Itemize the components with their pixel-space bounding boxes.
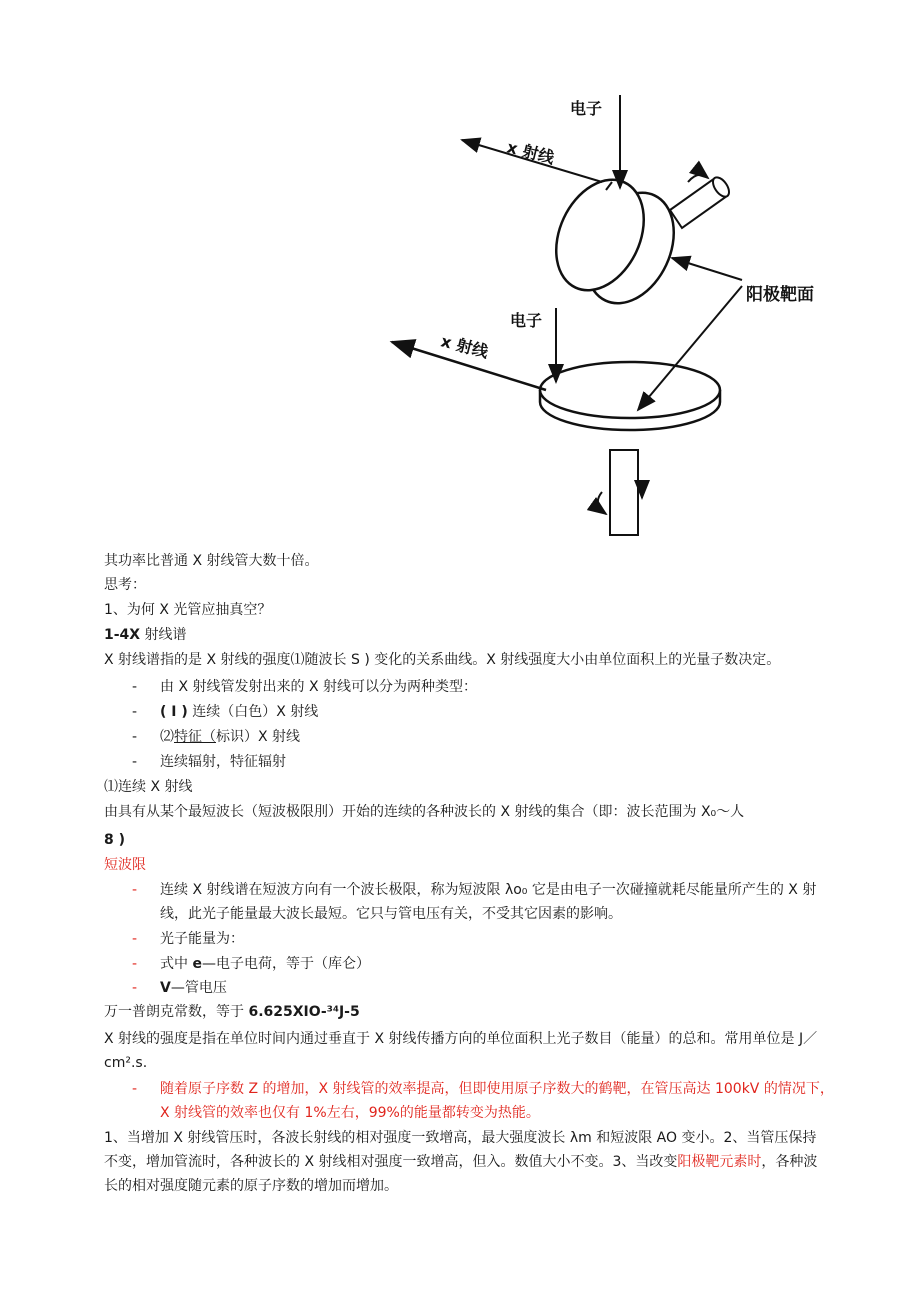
bullet-dash: - <box>132 679 138 695</box>
bullet-dash: - <box>132 980 138 996</box>
subheading-continuous: ⑴连续 X 射线 <box>104 779 193 795</box>
question-vacuum: 1、为何 X 光管应抽真空？ <box>104 602 272 618</box>
upper-anode-disk <box>539 166 732 318</box>
bullet-two-types: 由 X 射线管发射出来的 X 射线可以分为两种类型： <box>160 679 477 695</box>
paragraph-conclusions: 1、当增加 X 射线管压时，各波长射线的相对强度一致增高，最大强度波长 λm 和短波限 AO 变小。2、当管压保持不变，增加管流时，各种波长的 X 射线相对强度一致增高，但入。数值大小不变。3、当改变阳极靶元素时，各种波长的相对强度随元素的原子序数的增加而增加。 <box>104 1130 818 1194</box>
lower-xray-label: x 射线 <box>439 331 491 362</box>
subheading-short-wave-limit: 短波限 <box>104 857 146 873</box>
target-pointer-upper <box>672 258 742 280</box>
bullet-continuous: ( I ) 连续（白色）X 射线 <box>160 704 319 720</box>
upper-electron-label: 电子 <box>570 99 603 118</box>
lower-electron-label: 电子 <box>510 311 543 330</box>
bullet-electron-charge: 式中 e—电子电荷，等于（库仑） <box>160 956 370 972</box>
upper-xray-label: x 射线 <box>505 137 557 168</box>
bullet-short-wave-limit: 连续 X 射线谱在短波方向有一个波长极限，称为短波限 λo₀ 它是由电子一次碰撞就耗尽能量所产生的 X 射线，此光子能量最大波长最短。它只与管电压有关，不受其它因素的影响。 <box>160 882 817 922</box>
bullet-photon-energy: 光子能量为： <box>160 931 244 947</box>
rotating-anode-diagram <box>370 90 850 540</box>
paragraph-spectrum-definition: X 射线谱指的是 X 射线的强度⑴随波长 S ) 变化的关系曲线。X 射线强度大小由单位面积上的光量子数决定。 <box>104 652 781 668</box>
bullet-dash: - <box>132 704 138 720</box>
lower-anode-disk <box>540 362 720 535</box>
paragraph-power: 其功率比普通 X 射线管大数十倍。 <box>104 553 319 569</box>
bullet-dash: - <box>132 729 138 745</box>
bullet-dash: - <box>132 882 138 898</box>
paragraph-continuous-definition: 由具有从某个最短波长（短波极限刖）开始的连续的各种波长的 X 射线的集合（即：波长范围为 X₀〜人 <box>104 804 745 820</box>
bullet-dash: - <box>132 931 138 947</box>
bullet-tube-voltage: V—管电压 <box>160 980 227 996</box>
paragraph-intensity: X 射线的强度是指在单位时间内通过垂直于 X 射线传播方向的单位面积上光子数目（能量）的总和。常用单位是 J／cm².s. <box>104 1031 818 1071</box>
bullet-dash: - <box>132 754 138 770</box>
bullet-characteristic: ⑵特征（标识）X 射线 <box>160 729 301 745</box>
target-label: 阳极靶面 <box>746 285 814 305</box>
paragraph-planck: 万一普朗克常数，等于 6.625XIO-³⁴J-5 <box>104 1004 360 1020</box>
bullet-radiation-types: 连续辐射，特征辐射 <box>160 754 286 770</box>
paragraph-think: 思考： <box>104 577 146 593</box>
bullet-dash: - <box>132 1081 138 1097</box>
bullet-dash: - <box>132 956 138 972</box>
section-heading-xray-spectrum: 1-4X 射线谱 <box>104 627 187 643</box>
bullet-efficiency: 随着原子序数 Z 的增加，X 射线管的效率提高，但即使用原子序数大的鹤靶，在管压高达 100kV 的情况下，X 射线管的效率也仅有 1%左右，99%的能量都转变为热能。 <box>160 1081 834 1121</box>
paragraph-continuous-end: 8 ) <box>104 832 126 848</box>
